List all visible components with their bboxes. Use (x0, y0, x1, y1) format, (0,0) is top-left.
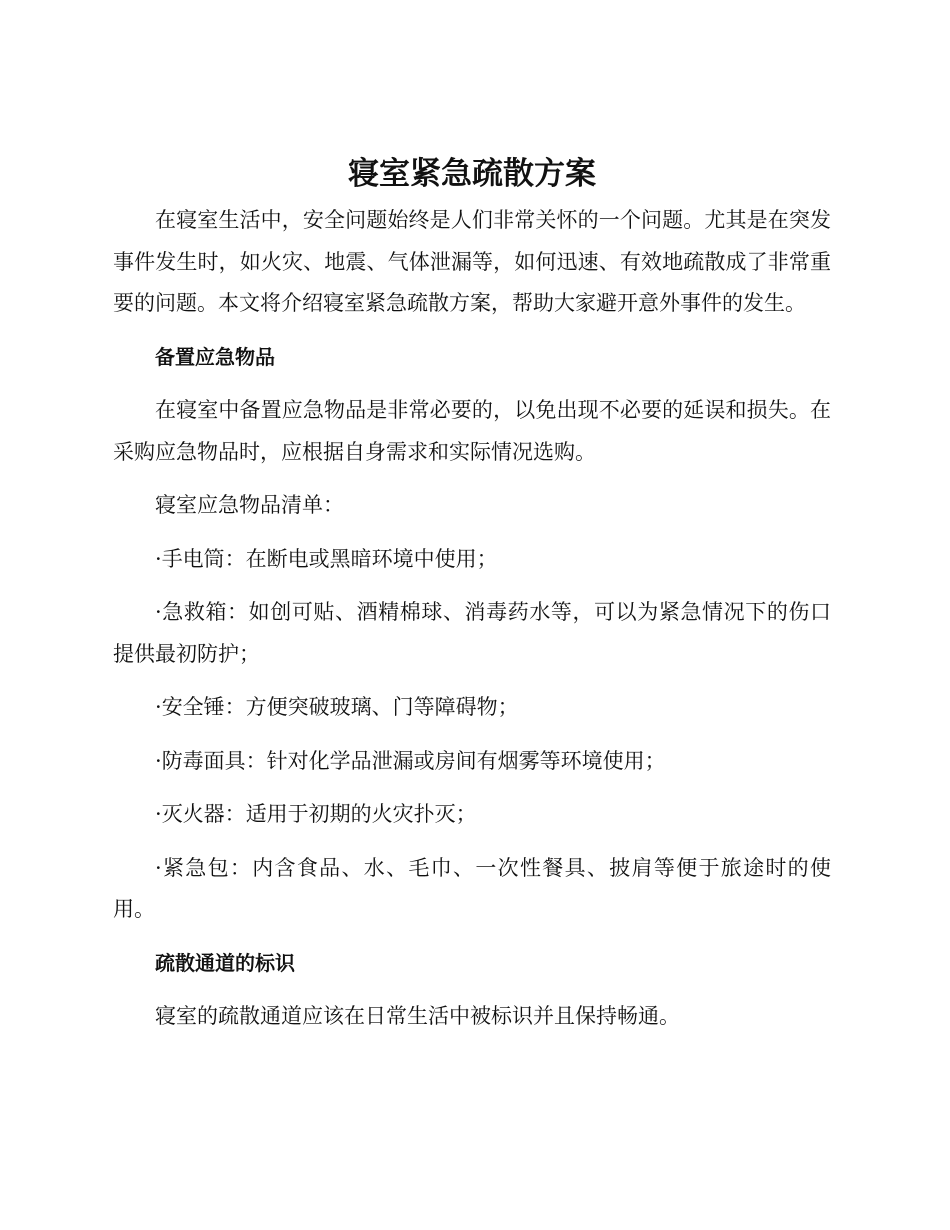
list-item-text: 防毒面具：针对化学品泄漏或房间有烟雾等环境使用； (161, 748, 666, 773)
list-item-text: 手电筒：在断电或黑暗环境中使用； (161, 546, 498, 571)
list-item-text: 安全锤：方便突破玻璃、门等障碍物； (161, 695, 519, 719)
spacer (113, 931, 831, 943)
section-heading-evacuation-signs: 疏散通道的标识 (155, 950, 295, 975)
list-item (113, 794, 831, 836)
list-item (113, 687, 831, 729)
list-item (113, 848, 831, 931)
spacer (113, 729, 831, 741)
document-title: 寝室紧急疏散方案 (348, 156, 596, 192)
supplies-list-intro: 寝室应急物品清单： (155, 493, 344, 517)
spacer (113, 836, 831, 848)
spacer (113, 580, 831, 592)
bullet-icon: · (155, 748, 162, 773)
bullet-icon: · (155, 855, 162, 880)
list-item (113, 592, 831, 675)
list-item (113, 539, 831, 581)
list-item-text: 急救箱：如创可贴、酒精棉球、消毒药水等，可以为紧急情况下的伤口提供最初防护； (113, 600, 831, 666)
spacer (113, 473, 831, 485)
supplies-paragraph: 在寝室中备置应急物品是非常必要的，以免出现不必要的延误和损失。在采购应急物品时，应根据自身需求和实际情况选购。 (113, 398, 831, 464)
spacer (113, 325, 831, 337)
list-item-text: 紧急包：内含食品、水、毛巾、一次性餐具、披肩等便于旅途时的使用。 (113, 855, 831, 921)
document-page (113, 148, 831, 1038)
bullet-icon: · (155, 546, 162, 571)
bullet-icon: · (155, 600, 162, 624)
spacer (113, 984, 831, 996)
evacuation-paragraph: 寝室的疏散通道应该在日常生活中被标识并且保持畅通。 (155, 1004, 680, 1028)
spacer (113, 527, 831, 539)
spacer (113, 782, 831, 794)
list-item-text: 灭火器：适用于初期的火灾扑灭； (161, 802, 477, 826)
section-heading-emergency-supplies: 备置应急物品 (155, 344, 275, 369)
bullet-icon: · (155, 802, 162, 826)
spacer (113, 378, 831, 390)
bullet-icon: · (155, 695, 162, 719)
list-item (113, 741, 831, 783)
intro-paragraph: 在寝室生活中，安全问题始终是人们非常关怀的一个问题。尤其是在突发事件发生时，如火灾、地震、气体泄漏等，如何迅速、有效地疏散成了非常重要的问题。本文将介绍寝室紧急疏散方案，帮助大家避开意外事件的发生。 (113, 208, 831, 315)
spacer (113, 675, 831, 687)
